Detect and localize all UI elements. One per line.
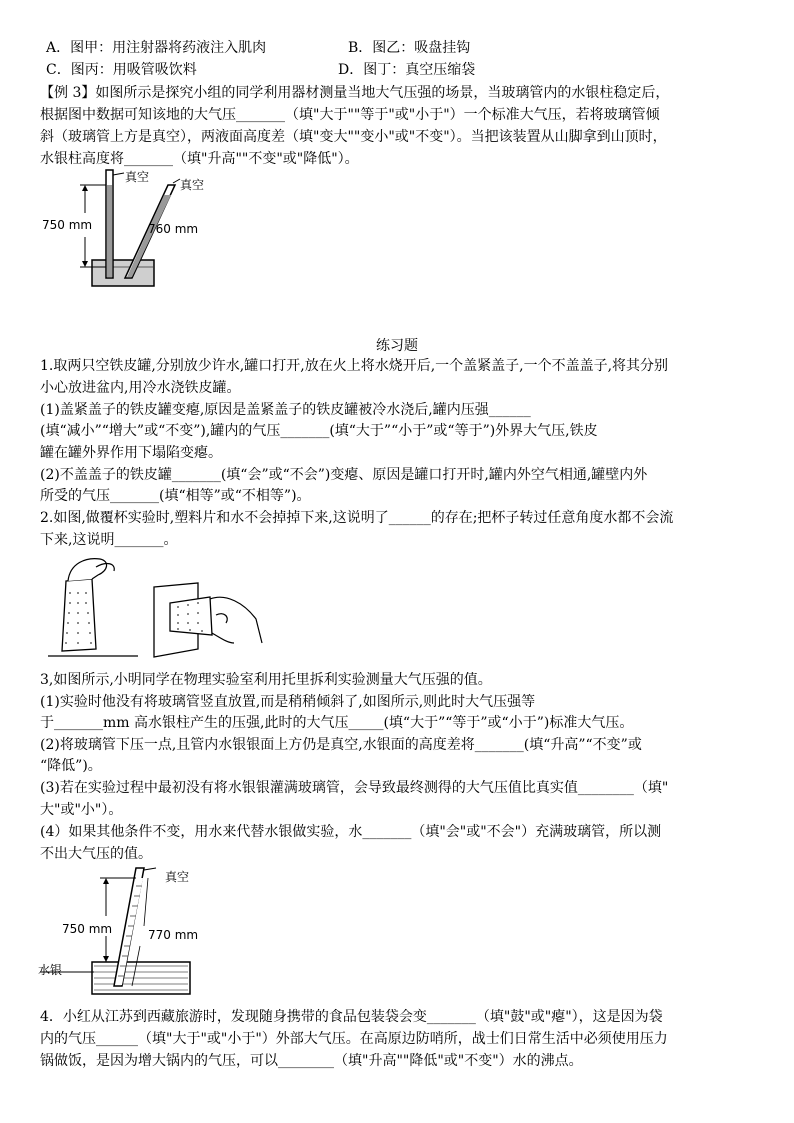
fig2-770-label: 770 mm [148, 928, 199, 942]
q1-line6: (2)不盖盖子的铁皮罐_______(填“会”或“不会”)变瘪、原因是罐口打开时,罐内外空气相通,罐壁内外 [40, 467, 648, 483]
q4-line2: 内的气压______（填"大于"或"小于"）外部大气压。在高原边防哨所，战士们日常生活中必须使用压力 [40, 1031, 668, 1047]
q1-line7: 所受的气压_______(填“相等”或“不相等”)。 [40, 488, 311, 504]
option-c: C．图丙：用吸管吸饮料 [46, 62, 197, 78]
example3-line1: 【例 3】如图所示是探究小组的同学利用器材测量当地大气压强的场景，当玻璃管内的水银柱稳定后， [40, 85, 670, 101]
q3-line9: 不出大气压的值。 [40, 846, 152, 862]
q2-line2: 下来,这说明_______。 [40, 532, 178, 548]
example3-line3: 斜（玻璃管上方是真空），两液面高度差（填"变大""变小"或"不变"）。当把该装置从山脚拿到山顶时， [40, 129, 667, 145]
fig1-760-label: 760 mm [148, 222, 199, 236]
example3-line2: 根据图中数据可知该地的大气压_______（填"大于""等于"或"小于"）一个标准大气压，若将玻璃管倾 [40, 107, 660, 123]
q3-line4: (2)将玻璃管下压一点,且管内水银银面上方仍是真空,水银面的高度差将_______(填“升高”“不变”或 [40, 737, 642, 753]
fig2-750-label: 750 mm [62, 922, 113, 936]
q1-line5: 罐在罐外界作用下塌陷变瘪。 [40, 445, 222, 461]
q1-line2: 小心放进盆内,用冷水浇铁皮罐。 [40, 380, 241, 396]
q2-line1: 2.如图,做覆杯实验时,塑料片和水不会掉掉下来,这说明了______的存在;把杯子转过任意角度水都不会流 [40, 510, 674, 526]
option-b: B．图乙：吸盘挂钩 [348, 40, 471, 56]
fig1-vacuum-label-2: 真空 [180, 178, 205, 192]
q3-line3: 于_______mm 高水银柱产生的压强,此时的大气压_____(填“大于”“等于”或“小于”)标准大气压。 [40, 715, 634, 731]
q4-line1: 4．小红从江苏到西藏旅游时，发现随身携带的食品包装袋会变_______（填"鼓"或"瘪"），这是因为袋 [40, 1009, 663, 1025]
q3-line2: (1)实验时他没有将玻璃管竖直放置,而是稍稍倾斜了,如图所示,则此时大气压强等 [40, 694, 536, 710]
q1-line3: (1)盖紧盖子的铁皮罐变瘪,原因是盖紧盖子的铁皮罐被冷水浇后,罐内压强______ [40, 402, 531, 418]
q3-line5: “降低”)。 [40, 758, 102, 774]
q4-line3: 锅做饭，是因为增大锅内的气压，可以________（填"升高""降低"或"不变"）水的沸点。 [40, 1053, 583, 1069]
q3-line7: 大"或"小"）。 [40, 802, 123, 818]
fig1-750-label: 750 mm [42, 218, 93, 232]
option-d: D．图丁：真空压缩袋 [338, 62, 476, 78]
q1-line4: (填“减小”“增大”或“不变”),罐内的气压_______(填“大于”“小于”或“等于”)外界大气压,铁皮 [40, 423, 598, 439]
inverted-cup-figure [48, 553, 268, 665]
fig1-vacuum-label-1: 真空 [125, 170, 150, 184]
q3-line8: (4）如果其他条件不变，用水来代替水银做实验，水_______（填"会"或"不会"）充满玻璃管，所以测 [40, 824, 662, 840]
option-a: A．图甲：用注射器将药液注入肌肉 [46, 40, 267, 56]
fig2-mercury-label: 水银 [38, 963, 63, 977]
q1-line1: 1.取两只空铁皮罐,分别放少许水,罐口打开,放在火上将水烧开后,一个盖紧盖子,一个不盖盖子,将其分别 [40, 358, 669, 374]
example3-line4: 水银柱高度将_______（填"升高""不变"或"降低"）。 [40, 151, 359, 167]
q3-line1: 3,如图所示,小明同学在物理实验室利用托里拆利实验测量大气压强的值。 [40, 672, 492, 688]
fig2-vacuum-label: 真空 [165, 870, 190, 884]
q3-line6: (3)若在实验过程中最初没有将水银银灌满玻璃管，会导致最终测得的大气压值比真实值________（填" [40, 780, 669, 796]
practice-title: 练习题 [376, 338, 418, 354]
